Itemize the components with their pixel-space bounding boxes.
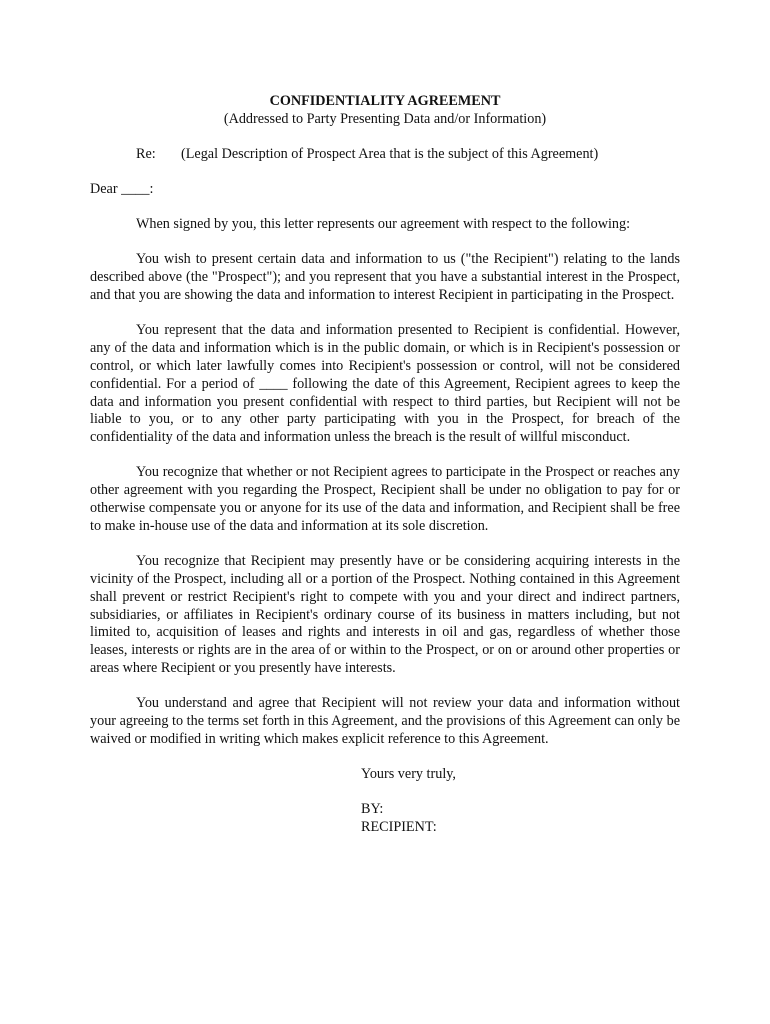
- re-text: (Legal Description of Prospect Area that is the subject of this Agreement): [181, 145, 599, 162]
- re-label: Re:: [136, 145, 156, 162]
- paragraph-no-obligation: You recognize that whether or not Recipient agrees to participate in the Prospect or reaches any other agreement with you regarding the Prospect, Recipient shall be under no obligation to pay for or otherwise compensate you or anyone for its use of the data and information, and Recipient shall be free to make in-house use of the data and information at its sole discretion.: [90, 464, 680, 534]
- paragraph-prospect: You wish to present certain data and information to us ("the Recipient") relating to the lands described above (the "Prospect"); and you represent that you have a substantial interest in the Prospect, and that you are showing the data and information to interest Recipient in participating in the Prospect.: [90, 251, 680, 304]
- document-title: CONFIDENTIALITY AGREEMENT: [269, 93, 501, 109]
- paragraph-review: You understand and agree that Recipient will not review your data and information without your agreeing to the terms set forth in this Agreement, and the provisions of this Agreement can only be waived or modified in writing which makes explicit reference to this Agreement.: [90, 695, 680, 747]
- paragraph-intro: When signed by you, this letter represents our agreement with respect to the following:: [136, 216, 631, 233]
- signature-recipient-label: RECIPIENT:: [361, 819, 437, 836]
- salutation: Dear ____:: [90, 181, 154, 198]
- valediction: Yours very truly,: [361, 766, 456, 783]
- re-line: [136, 146, 680, 164]
- closing-block: [361, 766, 680, 837]
- closing-spacer: [361, 784, 680, 802]
- paragraph-competition: You recognize that Recipient may presently have or be considering acquiring interests in the vicinity of the Prospect, including all or a portion of the Prospect. Nothing contained in this Agreement shall prevent or restrict Recipient's right to compete with you and your direct and indirect partners, subsidiaries, or affiliates in Recipient's ordinary course of its business in matters including, but not limited to, acquisition of leases and rights and interests in oil and gas, regardless of whether those leases, interests or rights are in the area of or within to the Prospect, or on or around other properties or areas where Recipient or you presently have interests.: [90, 553, 680, 676]
- document-subtitle: (Addressed to Party Presenting Data and/or Information): [223, 110, 547, 127]
- signature-by-label: BY:: [361, 801, 384, 818]
- paragraph-confidential: You represent that the data and information presented to Recipient is confidential. However, any of the data and information which is in the public domain, or which is in Recipient's possession or control, or which later lawfully comes into Recipient's possession or control, will not be considered confidential. For a period of ____ following the date of this Agreement, Recipient agrees to keep the data and information you present confidential with respect to third parties, but Recipient will not be liable to you, or to any other party participating with you in the Prospect, for breach of the confidentiality of the data and information unless the breach is the result of willful misconduct.: [90, 322, 680, 446]
- document-page: [90, 93, 680, 837]
